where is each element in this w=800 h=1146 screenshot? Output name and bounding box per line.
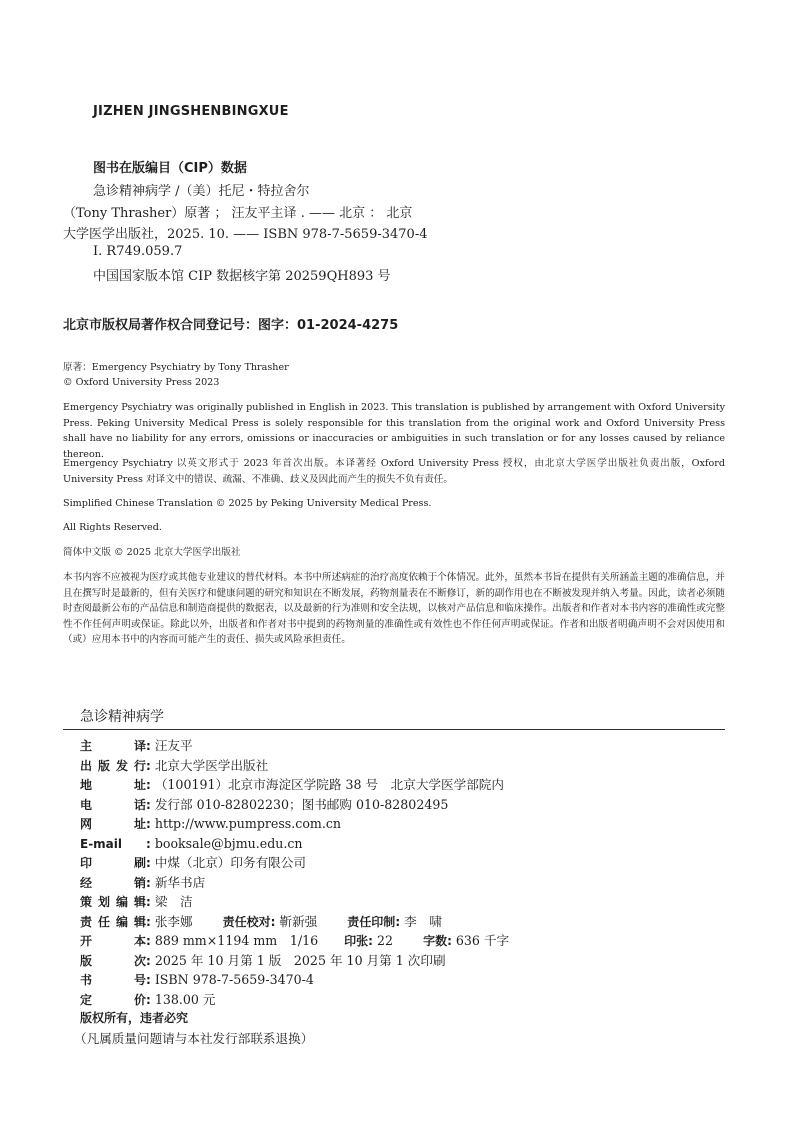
rights-reserved: 版权所有，违者必究 — [80, 1011, 189, 1025]
isbn-value: ISBN 978-7-5659-3470-4 — [154, 972, 314, 987]
original-work-line: 原著：Emergency Psychiatry by Tony Thrasher — [63, 362, 289, 373]
edition-value: 2025 年 10 月第 1 版 2025 年 10 月第 1 次印刷 — [154, 952, 446, 968]
pinyin-title: JIZHEN JINGSHENBINGXUE — [93, 104, 289, 119]
words-value: 636 千字 — [455, 933, 510, 948]
website-label: 网址 — [80, 817, 146, 831]
publisher-row: 出版发行: 北京大学医学出版社 — [80, 756, 268, 775]
email-label: E-mail — [80, 836, 123, 851]
price-label: 定价 — [80, 992, 146, 1007]
oup-copyright-line: © Oxford University Press 2023 — [63, 377, 220, 388]
publisher-label: 出版发行 — [80, 758, 146, 773]
english-license-paragraph: Emergency Psychiatry was originally published in English in 2023. This translation is published by arrangement with Oxford University Press. Peking University Medical Press is solely responsible for this translation from the original work and Oxford University Press shall have no liability for any errors, omissions or inaccuracies or ambiguities in such translation or for any losses caused by reliance thereon. — [63, 402, 725, 460]
cip-line-5: 中国国家版本馆 CIP 数据核字第 20259QH893 号 — [93, 269, 391, 284]
all-rights-line: All Rights Reserved. — [63, 522, 162, 533]
address-value: （100191）北京市海淀区学院路 38 号 北京大学医学部院内 — [154, 777, 504, 792]
publisher-value: 北京大学医学出版社 — [154, 757, 269, 773]
translator-value: 汪友平 — [154, 738, 193, 753]
editors-row: 责任编辑: 张李娜 责任校对: 靳新强 责任印制: 李 啸 — [80, 912, 442, 931]
planning-editor-value: 梁 洁 — [154, 894, 193, 909]
disclaimer-paragraph: 本书内容不应被视为医疗或其他专业建议的替代材料。本书中所述病症的治疗高度依赖于个体情况。此外，虽然本书旨在提供有关所涵盖主题的准确信息，并且在撰写时是最新的，但有关医疗和健康问题的研究和知识在不断发展，药物剂量表在不断修订，新的副作用也在不断被发现并纳入考量。因此，读者必须随时查阅最新公布的产品信息和制造商提供的数据表，以及最新的行为准则和安全法规，以核对产品信息和临床操作。出版者和作者对本书内容的准确性或完整性不作任何声明或保证。除此以外，出版者和作者对书中提到的药物剂量的准确性或有效性也不作任何声明或保证。作者和出版者明确声明不会对因使用和（或）应用本书中的内容而可能产生的责任、损失或风险承担责任。 — [63, 572, 725, 646]
website-row: 网址: http://www.pumpress.com.cn — [80, 814, 341, 833]
format-row: 开本: 889 mm×1194 mm 1/16 印张: 22 字数: 636 千字 — [80, 931, 509, 950]
distributor-row: 经销: 新华书店 — [80, 873, 205, 892]
responsible-editor-value: 张李娜 — [154, 913, 193, 929]
cip-line-4: Ⅰ. R749.059.7 — [93, 244, 183, 259]
cip-line-3: 大学医学出版社，2025. 10. —— ISBN 978-7-5659-3470-4 — [63, 227, 428, 242]
translator-row: 主译: 汪友平 — [80, 736, 193, 755]
planning-editor-row: 策划编辑: 梁 洁 — [80, 892, 193, 911]
printer-value: 中煤（北京）印务有限公司 — [154, 855, 306, 870]
cip-line-1: 急诊精神病学 /（美）托尼・特拉舍尔 — [93, 184, 310, 199]
proofreader-label: 责任校对 — [222, 914, 271, 929]
price-row: 定价: 138.00 元 — [80, 990, 216, 1009]
address-label: 地址 — [80, 778, 146, 792]
phone-row: 电话: 发行部 010-82802230；图书邮购 010-82802495 — [80, 795, 448, 814]
phone-label: 电话 — [80, 797, 146, 812]
sheets-value: 22 — [377, 933, 394, 948]
address-row: 地址: （100191）北京市海淀区学院路 38 号 北京大学医学部院内 — [80, 775, 504, 794]
email-row: E-mail : booksale@bjmu.edu.cn — [80, 834, 303, 853]
cip-heading: 图书在版编目（CIP）数据 — [93, 161, 247, 176]
format-label: 开本 — [80, 934, 146, 948]
cip-line-2: （Tony Thrasher）原著 ； 汪友平主译 . —— 北京 ： 北京 — [63, 206, 413, 221]
return-notice: （凡属质量问题请与本社发行部联系退换） — [74, 1030, 314, 1046]
chinese-license-paragraph: Emergency Psychiatry 以英文形式于 2023 年首次出版。本译著经 Oxford University Press 授权，由北京大学医学出版社负责出版，Oxford University Press 对译文中的错误、疏漏、不准确、歧义及因此而产生的损失不负有责任。 — [63, 458, 725, 485]
distributor-value: 新华书店 — [154, 874, 206, 890]
printer-row: 印刷: 中煤（北京）印务有限公司 — [80, 853, 306, 872]
isbn-row: 书号: ISBN 978-7-5659-3470-4 — [80, 970, 314, 989]
format-value: 889 mm×1194 mm 1/16 — [154, 933, 319, 948]
proofreader-value: 靳新强 — [279, 913, 318, 929]
title-rule — [63, 729, 725, 730]
planning-editor-label: 策划编辑 — [80, 895, 146, 909]
cn-edition-line: 简体中文版 © 2025 北京大学医学出版社 — [63, 547, 241, 558]
book-title: 急诊精神病学 — [80, 709, 164, 725]
price-value: 138.00 元 — [154, 991, 216, 1007]
copyright-registration: 北京市版权局著作权合同登记号：图字：01-2024-4275 — [63, 318, 399, 333]
print-supervisor-value: 李 啸 — [404, 913, 442, 929]
edition-row: 版次: 2025 年 10 月第 1 版 2025 年 10 月第 1 次印刷 — [80, 951, 446, 970]
website-value: http://www.pumpress.com.cn — [154, 816, 342, 831]
responsible-editor-label: 责任编辑 — [80, 914, 146, 929]
print-supervisor-label: 责任印制 — [347, 914, 396, 929]
email-value: booksale@bjmu.edu.cn — [154, 835, 303, 851]
words-label: 字数 — [423, 934, 448, 948]
isbn-label: 书号 — [80, 973, 146, 987]
phone-value: 发行部 010-82802230；图书邮购 010-82802495 — [154, 796, 449, 812]
distributor-label: 经销 — [80, 875, 146, 890]
simplified-translation-line: Simplified Chinese Translation © 2025 by Peking University Medical Press. — [63, 498, 432, 509]
edition-label: 版次 — [80, 953, 146, 968]
sheets-label: 印张 — [344, 934, 369, 948]
printer-label: 印刷 — [80, 856, 146, 870]
translator-label: 主译 — [80, 739, 146, 753]
